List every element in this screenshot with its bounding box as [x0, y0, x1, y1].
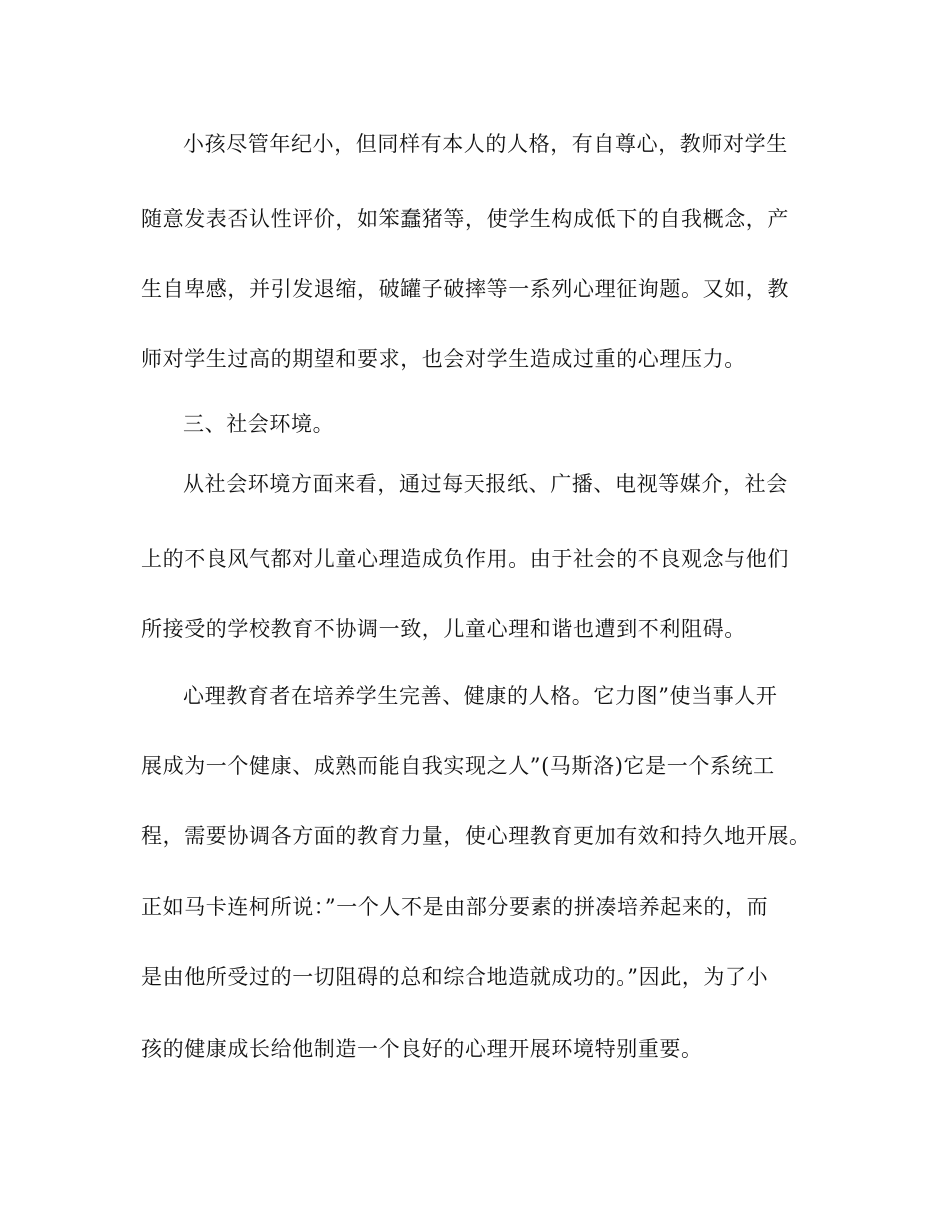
- paragraph-3-line-5: 是由他所受过的一切阻碍的总和综合地造就成功的。”因此，为了小: [141, 965, 769, 989]
- section-heading: 三、社会环境。: [183, 412, 335, 436]
- paragraph-1-line-4: 师对学生过高的期望和要求，也会对学生造成过重的心理压力。: [141, 347, 746, 371]
- paragraph-3-line-2: 展成为一个健康、成熟而能自我实现之人”(马斯洛)它是一个系统工: [141, 754, 775, 778]
- paragraph-1-line-3: 生自卑感，并引发退缩，破罐子破摔等一系列心理征询题。又如，教: [141, 277, 789, 301]
- paragraph-1-line-1: 小孩尽管年纪小，但同样有本人的人格，有自尊心，教师对学生: [183, 132, 788, 156]
- paragraph-1-line-2: 随意发表否认性评价，如笨蠢猪等，使学生构成低下的自我概念，产: [141, 207, 789, 231]
- paragraph-3-line-1: 心理教育者在培养学生完善、健康的人格。它力图”使当事人开: [183, 684, 778, 708]
- paragraph-2-line-2: 上的不良风气都对儿童心理造成负作用。由于社会的不良观念与他们: [141, 547, 789, 571]
- paragraph-3-line-3: 程，需要协调各方面的教育力量，使心理教育更加有效和持久地开展。: [141, 824, 811, 848]
- paragraph-2-line-1: 从社会环境方面来看，通过每天报纸、广播、电视等媒介，社会: [183, 472, 788, 496]
- paragraph-3-line-4: 正如马卡连柯所说：”一个人不是由部分要素的拼凑培养起来的，而: [141, 895, 769, 919]
- paragraph-2-line-3: 所接受的学校教育不协调一致，儿童心理和谐也遭到不利阻碍。: [141, 617, 746, 641]
- paragraph-3-line-6: 孩的健康成长给他制造一个良好的心理开展环境特别重要。: [141, 1037, 703, 1061]
